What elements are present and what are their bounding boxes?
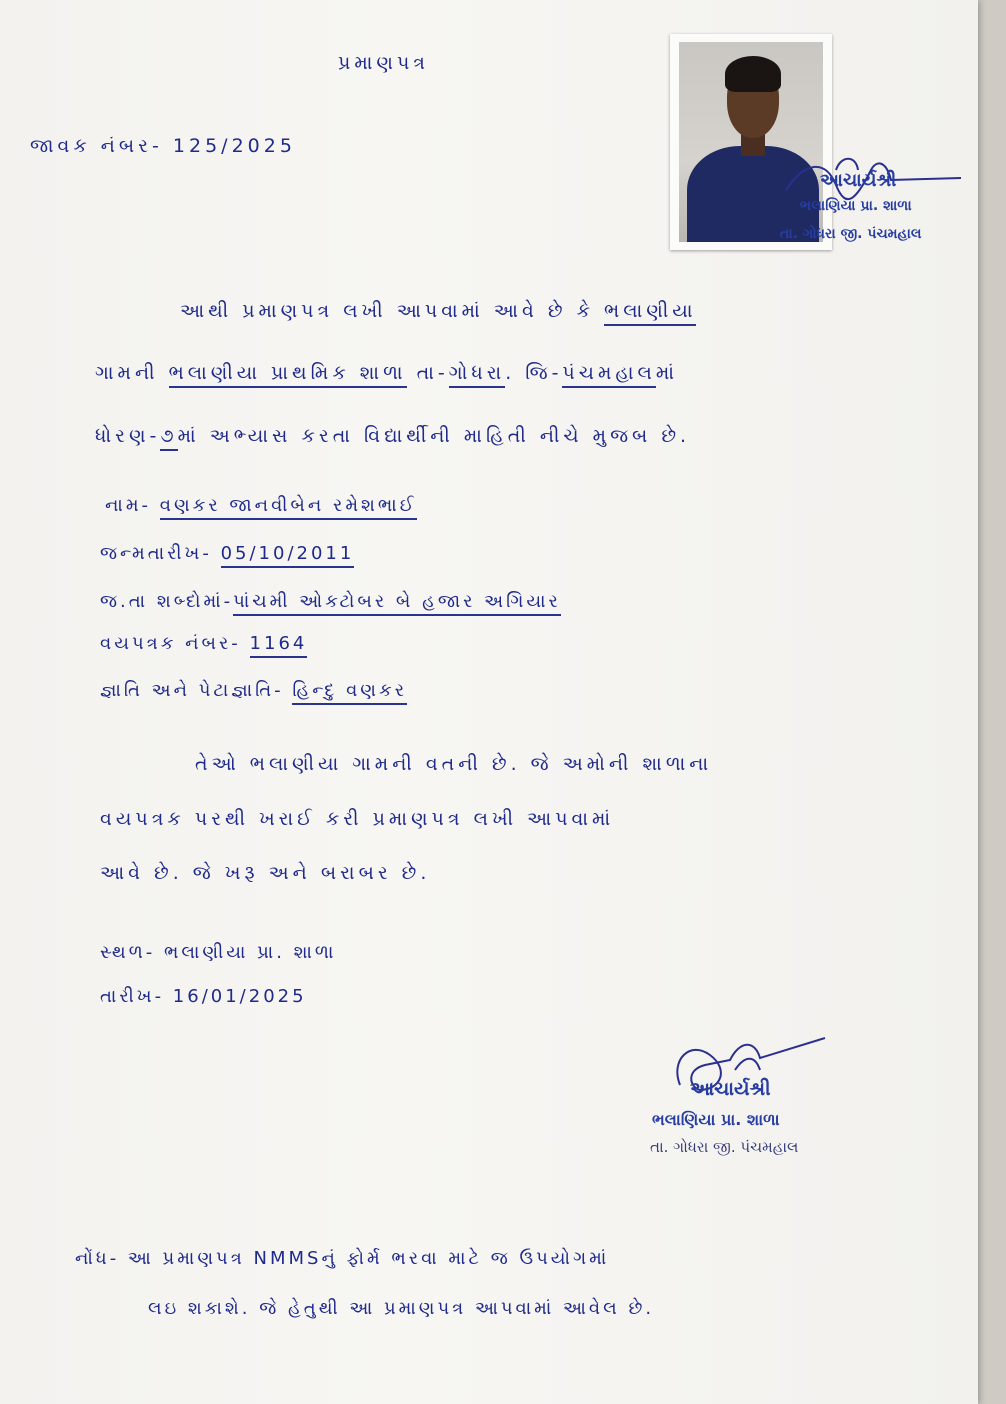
bottom-stamp-line2: તા. ગોધરા જી. પંચમહાલ — [650, 1138, 799, 1156]
bottom-stamp-title: આચાર્યશ્રી — [690, 1078, 771, 1100]
top-stamp-title: આચાર્યશ્રી — [820, 170, 897, 191]
field-name: નામ- વણકર જાનવીબેન રમેશભાઈ — [105, 495, 417, 516]
certificate-title: પ્રમાણપત્ર — [338, 52, 429, 74]
student-photo — [670, 34, 832, 250]
bottom-stamp-line1: ભલાણિયા પ્રા. શાળા — [652, 1110, 780, 1129]
note-line2: લઇ શકાશે. જે હેતુથી આ પ્રમાણપત્ર આપવામાં આવેલ છે. — [148, 1298, 655, 1319]
place: સ્થળ- ભલાણીયા પ્રા. શાળા — [100, 942, 337, 963]
para1-line2: ગામની ભલાણીયા પ્રાથમિક શાળા તા-ગોધરા. જિ-પંચમહાલમાં — [95, 362, 678, 384]
date: તારીખ- 16/01/2025 — [100, 986, 307, 1007]
para2-line2: વયપત્રક પરથી ખરાઈ કરી પ્રમાણપત્ર લખી આપવામાં — [100, 808, 615, 830]
top-stamp-line1: ભલાણિયા પ્રા. શાળા — [800, 198, 912, 214]
top-stamp-line2: તા. ગોધરા જી. પંચમહાલ — [780, 226, 922, 242]
field-register-number: વયપત્રક નંબર- 1164 — [100, 633, 307, 654]
para2-line3: આવે છે. જે ખરૂ અને બરાબર છે. — [100, 862, 431, 884]
field-dob-words: જ.તા શબ્દોમાં-પાંચમી ઓક્ટોબર બે હજાર અગિયાર — [100, 591, 561, 612]
field-dob: જન્મતારીખ- 05/10/2011 — [100, 543, 354, 564]
para1-line1: આથી પ્રમાણપત્ર લખી આપવામાં આવે છે કે ભલાણીયા — [180, 300, 696, 322]
note-line1: નોંધ- આ પ્રમાણપત્ર NMMSનું ફોર્મ ભરવા માટે જ ઉપયોગમાં — [75, 1248, 610, 1269]
serial-number: જાવક નંબર- 125/2025 — [30, 135, 296, 157]
para2-line1: તેઓ ભલાણીયા ગામની વતની છે. જે અમોની શાળાના — [195, 753, 713, 775]
para1-line3: ધોરણ-૭માં અભ્યાસ કરતા વિદ્યાર્થીની માહિતી નીચે મુજબ છે. — [95, 425, 690, 447]
field-caste: જ્ઞાતિ અને પેટાજ્ઞાતિ- હિન્દુ વણકર — [100, 680, 407, 701]
